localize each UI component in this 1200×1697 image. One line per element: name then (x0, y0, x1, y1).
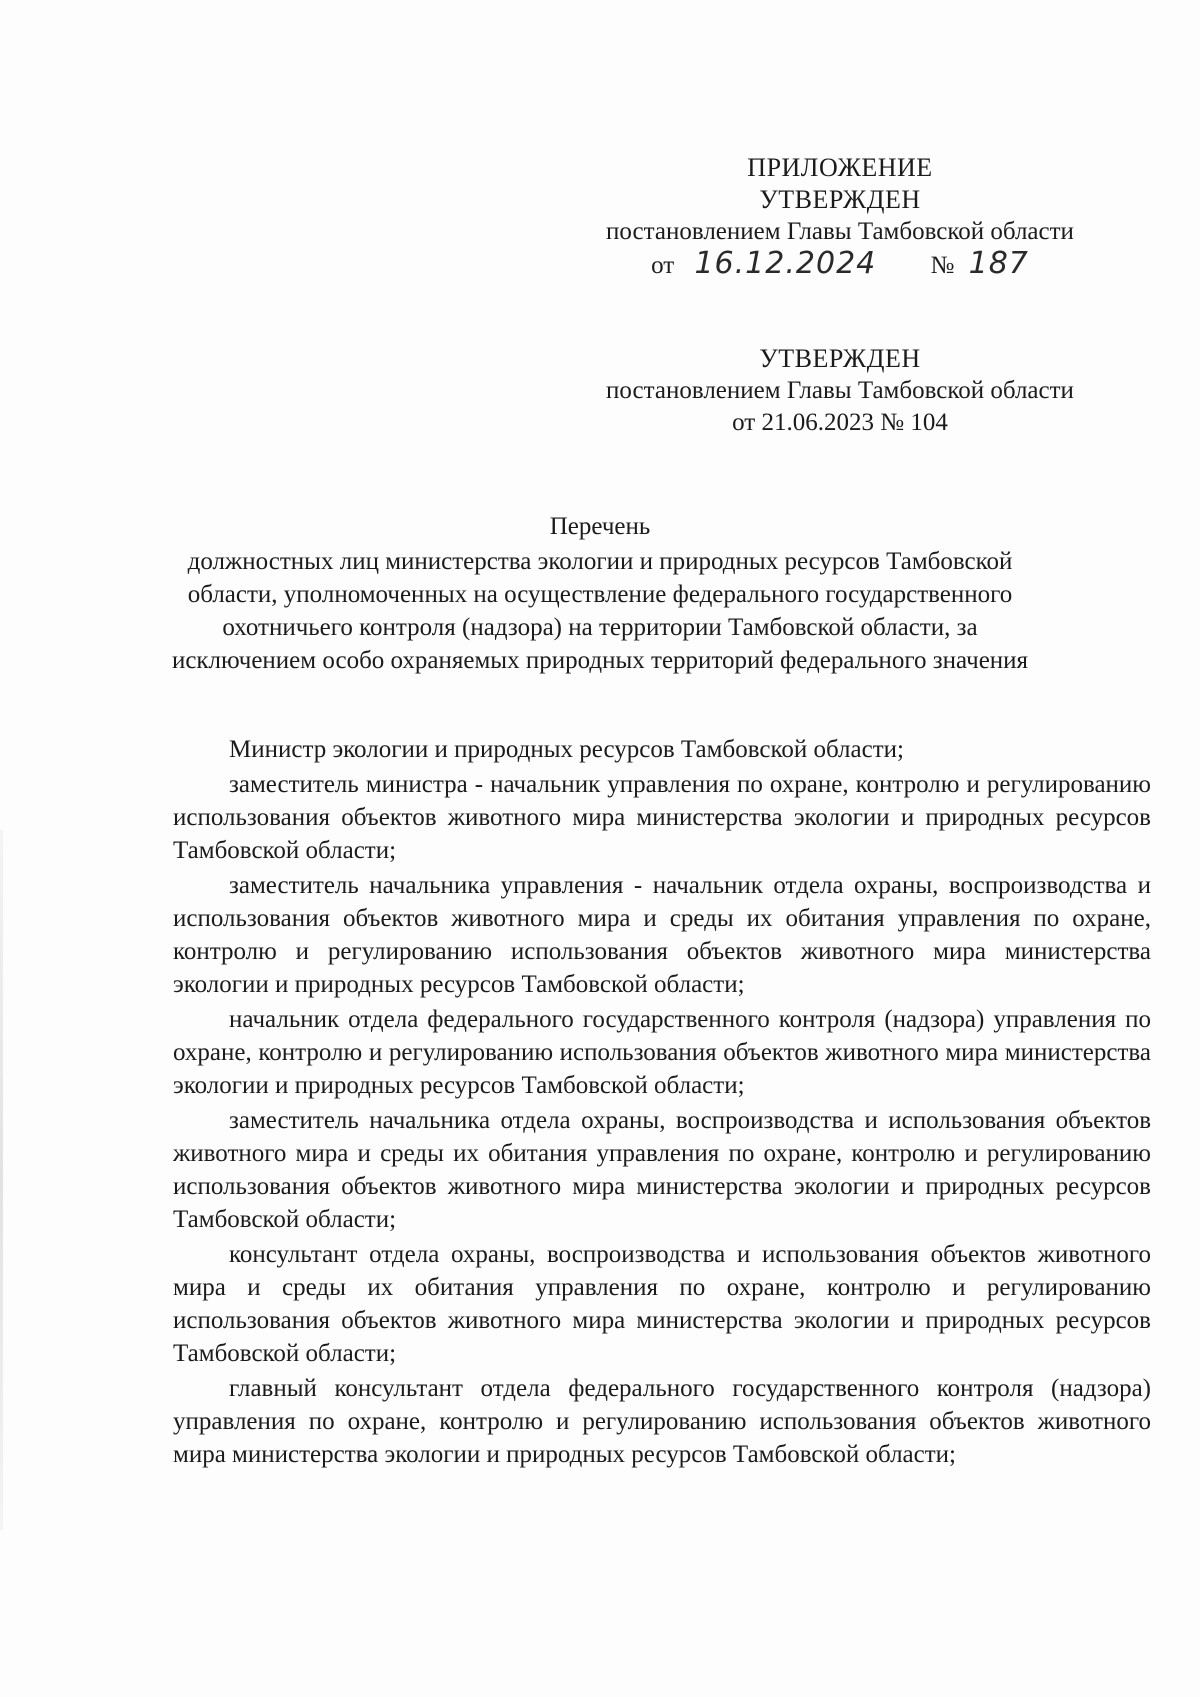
position-item: главный консультант отдела федерального государственного контроля (надзора) управления по охране, контролю и регулированию использования объектов животного мира министерства экологии и природных ресурсов Тамбовской области; (173, 1375, 1151, 1468)
decree-date-line-original: от 21.06.2023 № 104 (732, 409, 948, 436)
original-approval-block (560, 343, 1120, 439)
scan-edge-shadow (0, 830, 3, 1530)
position-item: заместитель начальника управления - начальник отдела охраны, воспроизводства и использования объектов животного мира и среды их обитания управления по охране, контролю и регулированию использования объектов животного мира министерства экологии и природных ресурсов Тамбовской области; (173, 872, 1151, 998)
date-prefix: от (651, 252, 675, 279)
positions-list (173, 733, 1151, 1473)
position-item: начальник отдела федерального государственного контроля (надзора) управления по охране, контролю и регулированию использования объектов животного мира министерства экологии и природных ресурсов Тамбовской области; (173, 1006, 1151, 1099)
handwritten-number: 187 (968, 246, 1029, 281)
decree-date-line (560, 248, 1120, 282)
document-subtitle: должностных лиц министерства экологии и природных ресурсов Тамбовской области, уполномоченных на осуществление федерального государственного охотничьего контроля (надзора) на территории Тамбовской области, за исключением особо охраняемых природных территорий федерального значения (171, 548, 1029, 674)
position-item: консультант отдела охраны, воспроизводства и использования объектов животного мира и среды их обитания управления по охране, контролю и регулированию использования объектов животного мира министерства экологии и природных ресурсов Тамбовской области; (173, 1241, 1151, 1367)
document-caption: Перечень (549, 513, 651, 540)
decree-by-line-original: постановлением Главы Тамбовской области (606, 377, 1074, 404)
position-item: заместитель начальника отдела охраны, воспроизводства и использования объектов животного мира и среды их обитания управления по охране, контролю и регулированию использования объектов животного мира министерства экологии и природных ресурсов Тамбовской области; (173, 1107, 1151, 1233)
handwritten-date: 16.12.2024 (694, 246, 877, 281)
approved-label-original: УТВЕРЖДЕН (759, 344, 921, 373)
number-prefix: № (930, 252, 955, 279)
approved-label: УТВЕРЖДЕН (759, 185, 921, 214)
appendix-approval-block (560, 152, 1120, 282)
appendix-heading: ПРИЛОЖЕНИЕ (747, 153, 933, 182)
document-title (150, 510, 1050, 677)
decree-by-line: постановлением Главы Тамбовской области (606, 218, 1074, 245)
position-item: заместитель министра - начальник управления по охране, контролю и регулированию использования объектов животного мира министерства экологии и природных ресурсов Тамбовской области; (173, 771, 1151, 864)
position-item: Министр экологии и природных ресурсов Тамбовской области; (229, 736, 904, 763)
